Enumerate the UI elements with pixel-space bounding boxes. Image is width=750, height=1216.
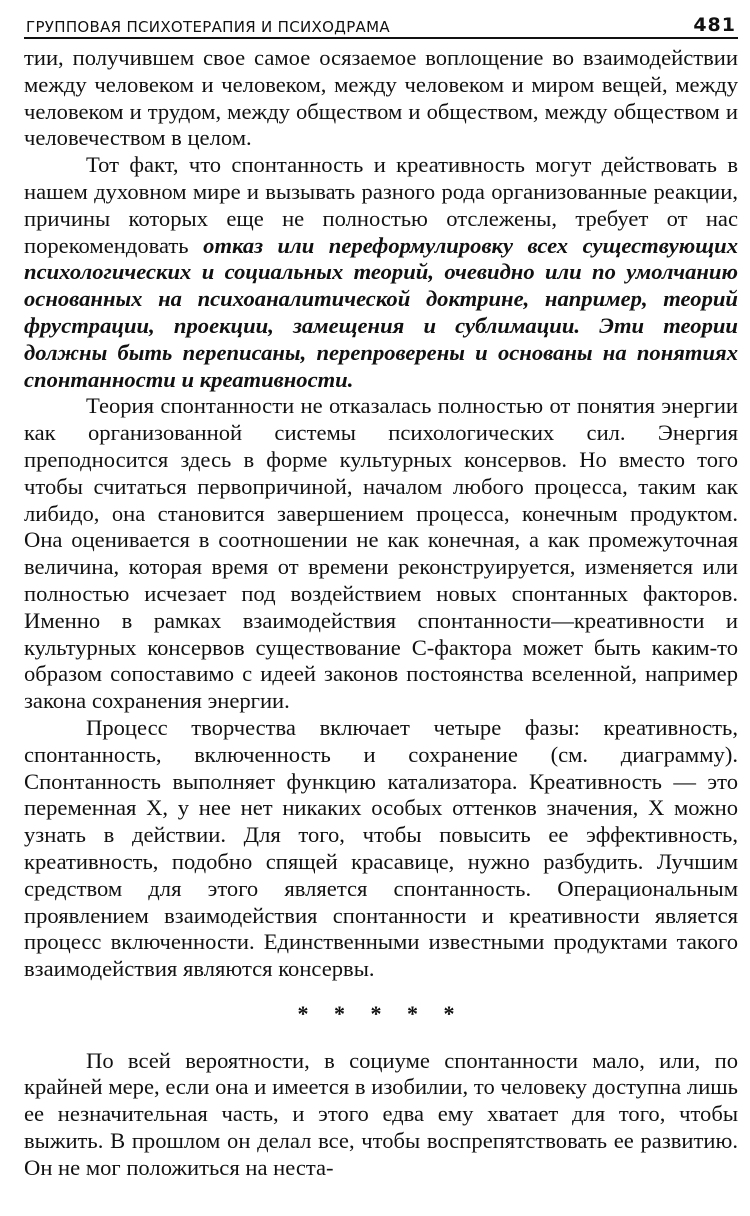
book-page bbox=[24, 10, 738, 1182]
paragraph-energy-theory: Теория спонтанности не отказалась полностью от понятия энергии как организованной системы психологических сил. Энергия преподносится здесь в форме культурных консервов. Но вместо того чтобы считаться первопричиной, началом любого процесса, таким как либидо, она становится завершением процесса, конечным продуктом. Она оценивается в соотношении не как конечная, а как промежуточная величина, которая время от времени реконструируется, изменяется или полностью исчезает под воздействием новых спонтанных факторов. Именно в рамках взаимодействия спонтанности—креативности и культурных консервов существование С-фактора может быть каким-то образом сопоставимо с идеей законов постоянства вселенной, например закона сохранения энергии. bbox=[24, 393, 738, 714]
paragraph-recommendation bbox=[24, 152, 738, 393]
paragraph-continuation: тии, получившем свое самое осязаемое воплощение во взаимодействии между человеком и человеком, между человеком и миром вещей, между человеком и трудом, между обществом и обществом, между обществом и человечеством в целом. bbox=[24, 45, 738, 151]
emphasized-text: отказ или переформулировку всех существующих психологических и социальных теорий, очевидно или по умолчанию основанных на психоаналитической доктрине, например, теорий фрустрации, проекции, замещения и сублимации. Эти теории должны быть переписаны, перепроверены и основаны на понятиях спонтанности и креативности. bbox=[24, 232, 738, 392]
page-number: 481 bbox=[693, 14, 736, 36]
paragraph-plain-text: Тот факт, что спонтанность и креативность могут действовать в нашем духовном мире и вызывать разного рода организованные реакции, причины которых еще не полностью отслежены, требует от нас порекомендовать bbox=[24, 152, 738, 258]
paragraph-society-spontaneity: По всей вероятности, в социуме спонтанности мало, или, по крайней мере, если она и имеется в изобилии, то человеку доступна лишь ее незначительная часть, и этого едва ему хватает для того, чтобы выжить. В прошлом он делал все, чтобы воспрепятствовать ее развитию. Он не мог положиться на неста- bbox=[24, 1047, 738, 1180]
running-head bbox=[24, 10, 738, 39]
running-title: ГРУППОВАЯ ПСИХОТЕРАПИЯ И ПСИХОДРАМА bbox=[26, 18, 390, 36]
section-separator: * * * * * bbox=[297, 1000, 465, 1026]
paragraph-creative-process: Процесс творчества включает четыре фазы: креативность, спонтанность, включенность и сохранение (см. диаграмму). Спонтанность выполняет функцию катализатора. Креативность — это переменная X, у нее нет никаких особых оттенков значения, X можно узнать в действии. Для того, чтобы повысить ее эффективность, креативность, подобно спящей красавице, нужно разбудить. Лучшим средством для этого является спонтанность. Операциональным проявлением взаимодействия спонтанности и креативности является процесс включенности. Единственными известными продуктами такого взаимодействия являются консервы. bbox=[24, 714, 738, 982]
body-text bbox=[24, 45, 738, 1182]
